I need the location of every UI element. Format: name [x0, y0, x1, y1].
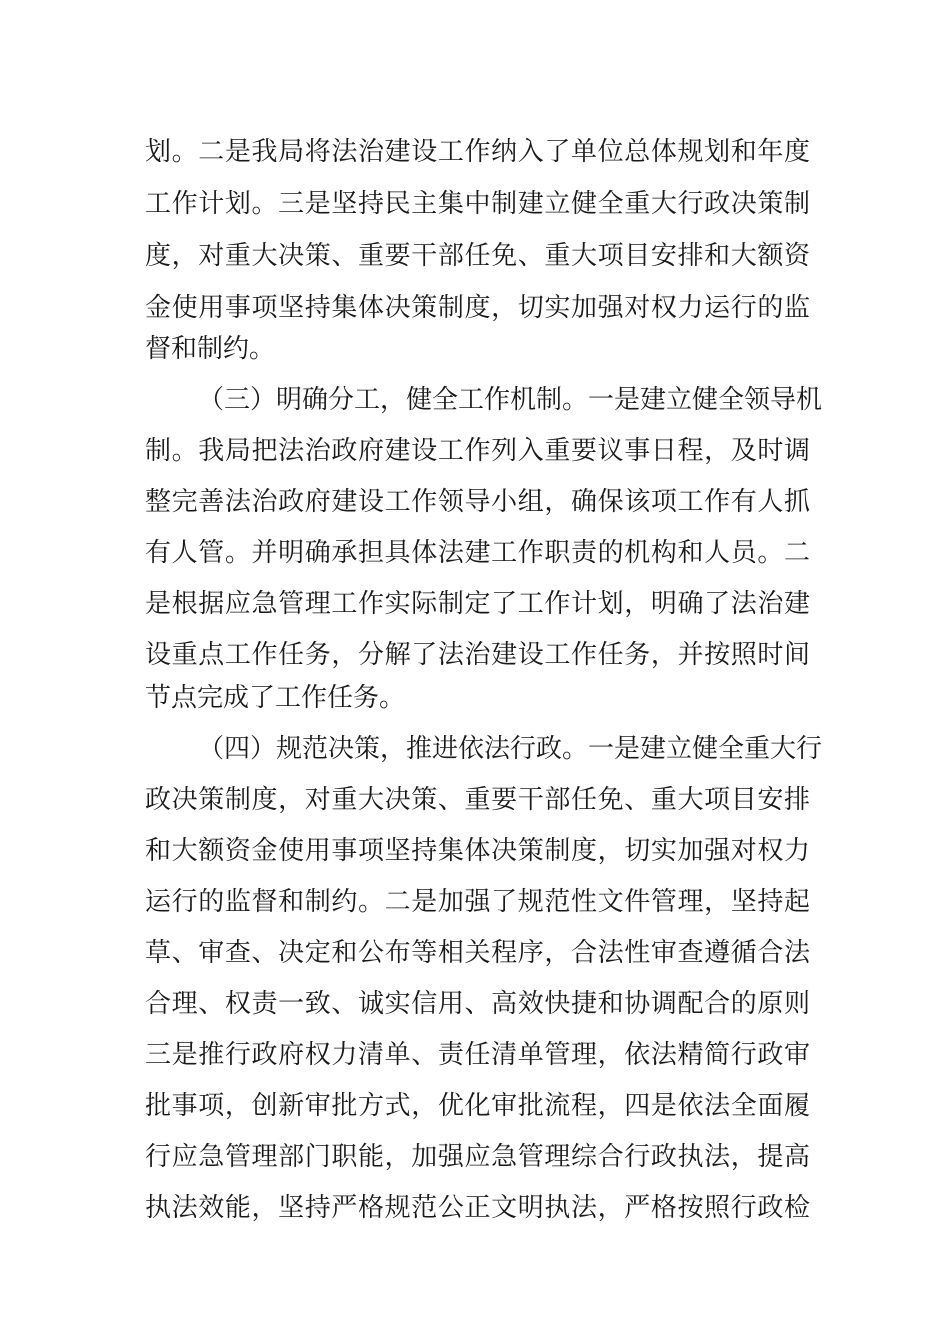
text-line: 合理、权责一致、诚实信用、高效快捷和协调配合的原则	[145, 989, 810, 1019]
text-line: 制。我局把法治政府建设工作列入重要议事日程，及时调	[145, 436, 810, 466]
text-line: 工作计划。三是坚持民主集中制建立健全重大行政决策制	[145, 189, 810, 219]
text-line: 设重点工作任务，分解了法治建设工作任务，并按照时间	[145, 640, 810, 670]
paragraph-heading-line: （三）明确分工，健全工作机制。一是建立健全领导机	[198, 385, 823, 415]
text-line: 政决策制度，对重大决策、重要干部任免、重大项目安排	[145, 785, 810, 815]
text-line: 有人管。并明确承担具体法建工作职责的机构和人员。二	[145, 538, 810, 568]
text-line: 草、审查、决定和公布等相关程序，合法性审查遵循合法	[145, 938, 810, 968]
text-line: 金使用事项坚持集体决策制度，切实加强对权力运行的监	[145, 293, 810, 323]
paragraph-heading-line: （四）规范决策，推进依法行政。一是建立健全重大行	[198, 734, 823, 764]
text-line: 行应急管理部门职能，加强应急管理综合行政执法，提高	[145, 1142, 810, 1172]
text-line: 执法效能，坚持严格规范公正文明执法，严格按照行政检	[145, 1193, 810, 1223]
text-line: 批事项，创新审批方式，优化审批流程，四是依法全面履	[145, 1091, 810, 1121]
text-line: 度，对重大决策、重要干部任免、重大项目安排和大额资	[145, 241, 810, 271]
text-line: 划。二是我局将法治建设工作纳入了单位总体规划和年度	[145, 137, 810, 167]
text-line: 是根据应急管理工作实际制定了工作计划，明确了法治建	[145, 589, 810, 619]
text-line: 节点完成了工作任务。	[145, 683, 406, 713]
text-line: 整完善法治政府建设工作领导小组，确保该项工作有人抓	[145, 487, 810, 517]
text-line: 和大额资金使用事项坚持集体决策制度，切实加强对权力	[145, 836, 810, 866]
text-line: 三是推行政府权力清单、责任清单管理，依法精简行政审	[145, 1040, 810, 1070]
text-line: 运行的监督和制约。二是加强了规范性文件管理，坚持起	[145, 887, 810, 917]
text-line: 督和制约。	[145, 334, 276, 364]
